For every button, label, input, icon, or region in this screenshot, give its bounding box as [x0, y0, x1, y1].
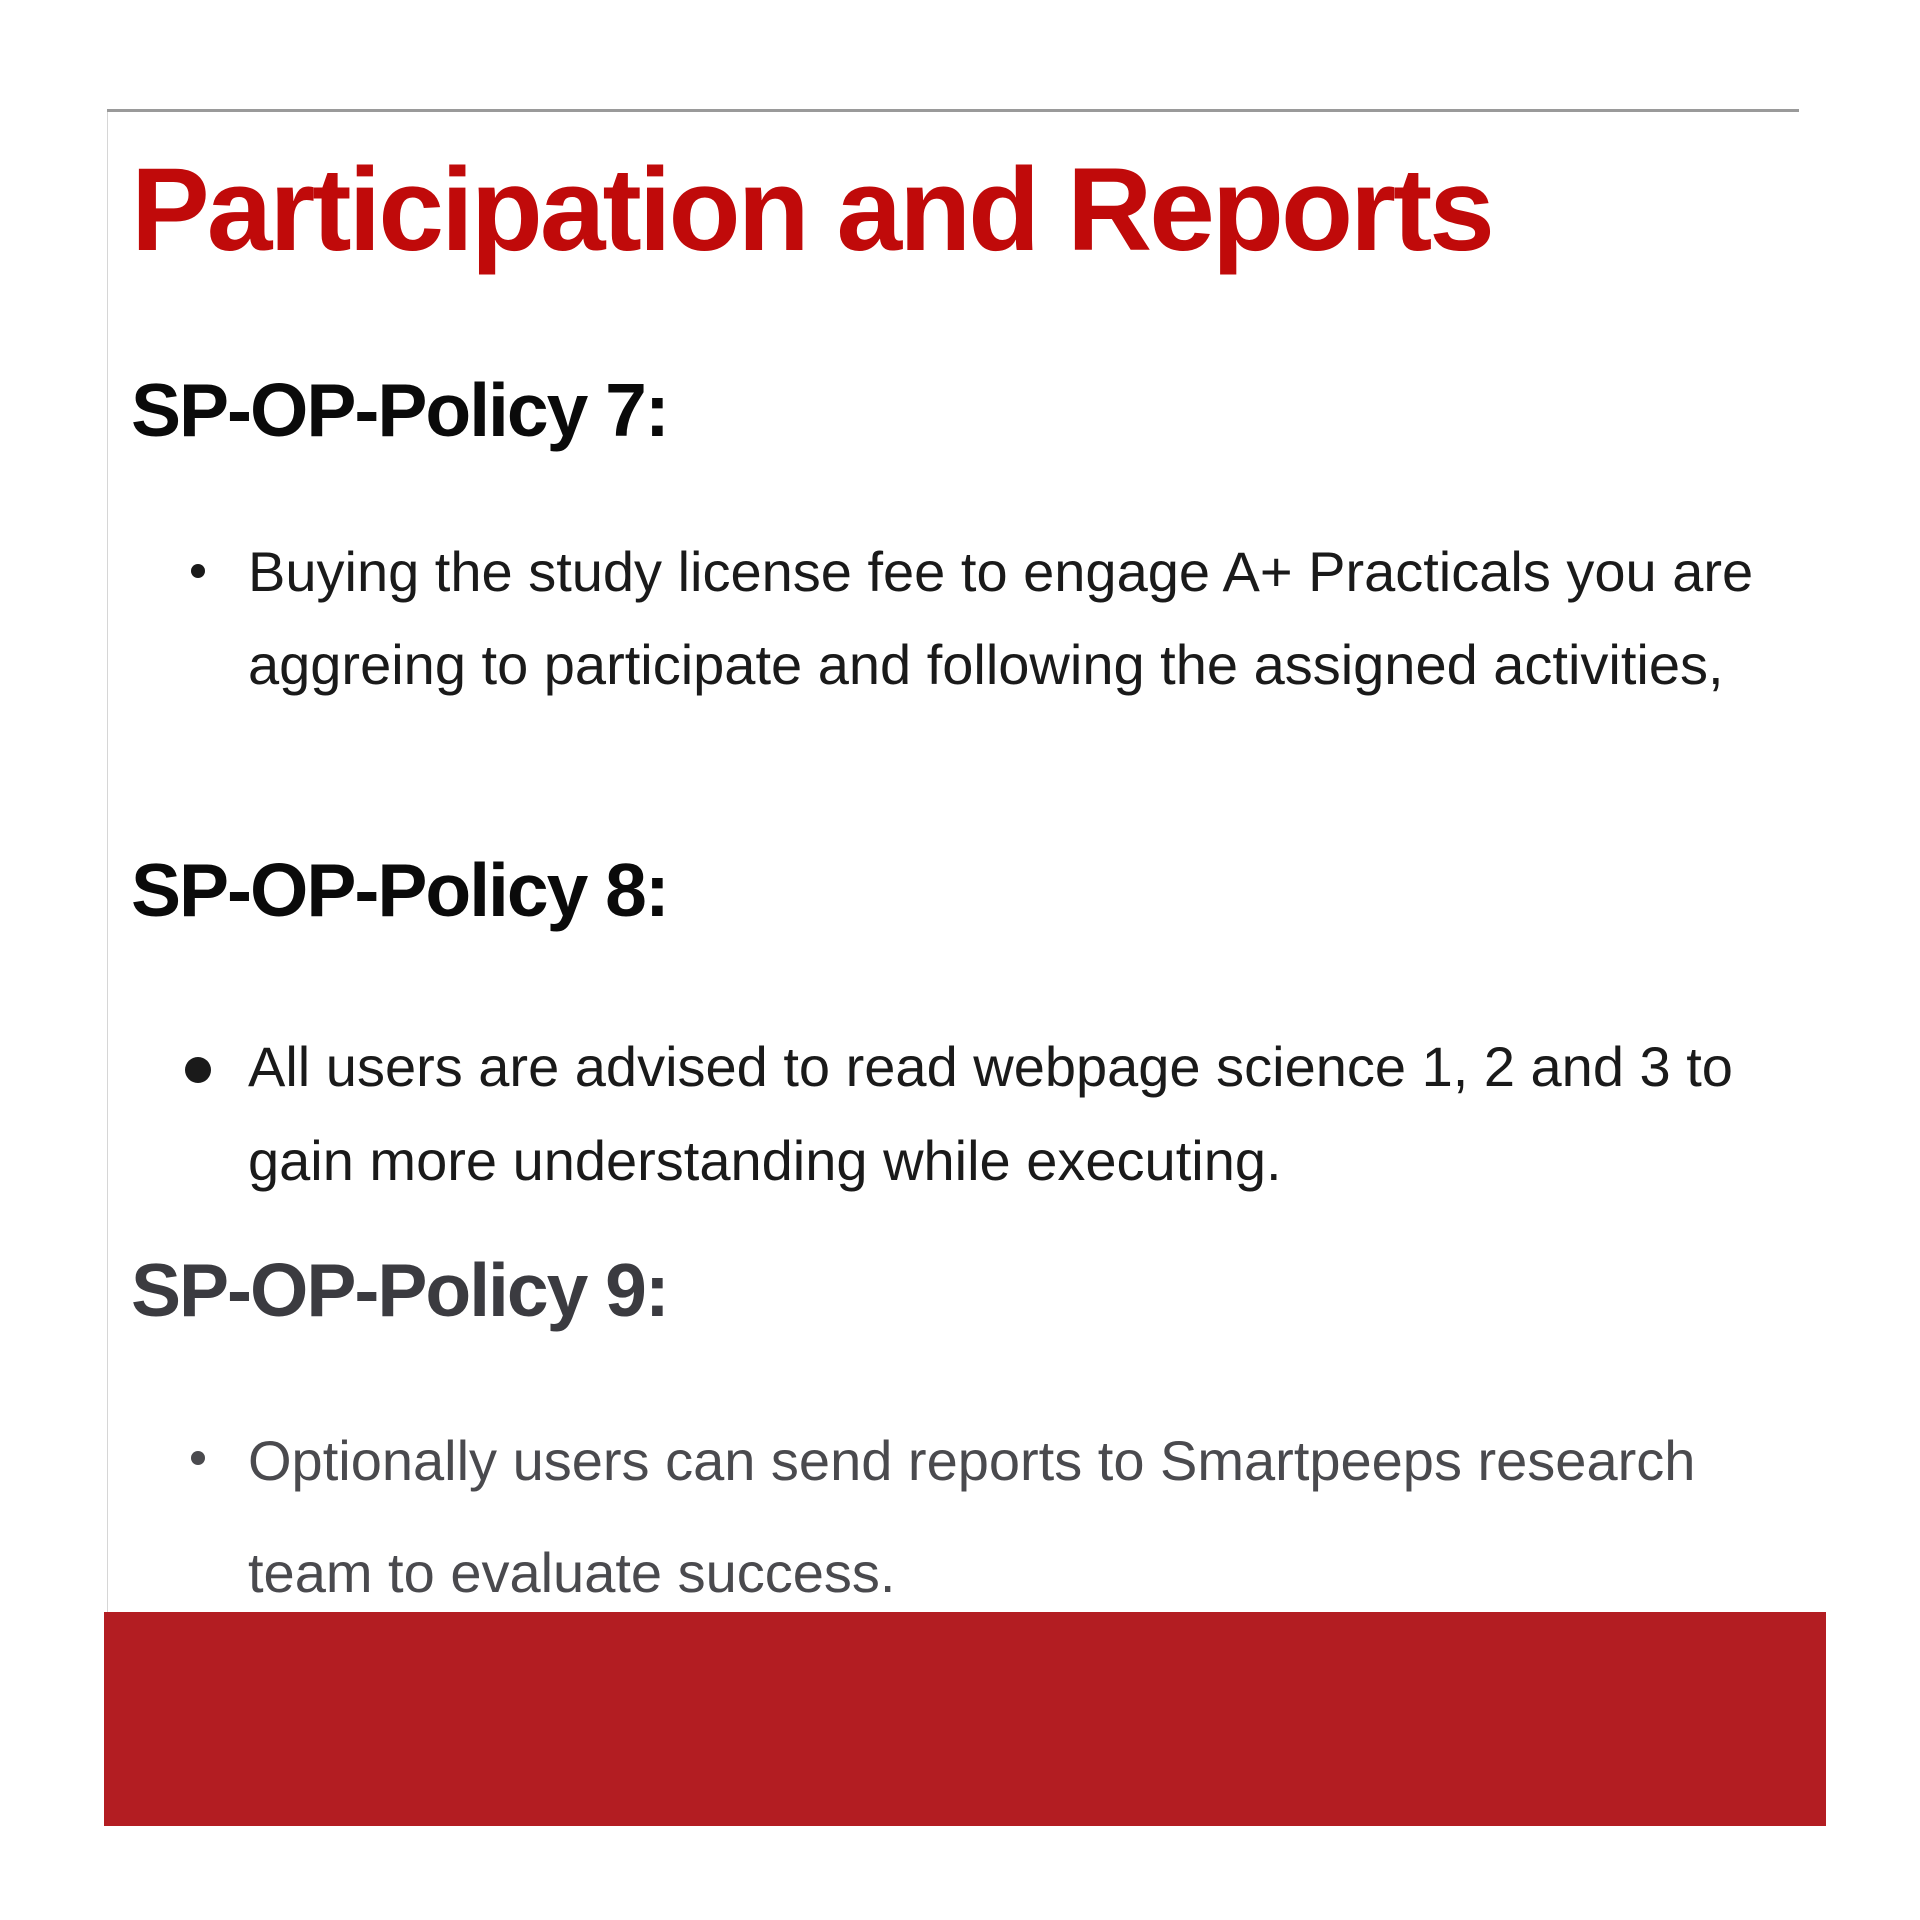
bullet-icon — [191, 564, 205, 578]
footer-bar — [104, 1612, 1826, 1826]
policy-9-body: Optionally users can send reports to Smartpeeps research team to evaluate success. — [248, 1429, 1696, 1604]
policy-8-item — [248, 1020, 1828, 1208]
policy-9-heading: SP-OP-Policy 9: — [131, 1248, 668, 1332]
top-divider — [107, 109, 1799, 112]
policy-7-body: Buying the study license fee to engage A+ Practicals you are aggreing to participate and following the assigned activities, — [248, 540, 1754, 696]
policy-8-heading: SP-OP-Policy 8: — [131, 848, 668, 932]
policy-content — [131, 140, 1811, 1604]
page-title: Participation and Reports — [131, 144, 1492, 276]
bullet-icon — [191, 1451, 205, 1465]
policy-9-item — [248, 1405, 1828, 1629]
policy-8-body: All users are advised to read webpage science 1, 2 and 3 to gain more understanding while executing. — [248, 1035, 1733, 1192]
bullet-icon — [185, 1057, 211, 1083]
left-border — [107, 112, 108, 1612]
policy-7-heading: SP-OP-Policy 7: — [131, 368, 668, 452]
policy-7-item — [248, 525, 1828, 711]
